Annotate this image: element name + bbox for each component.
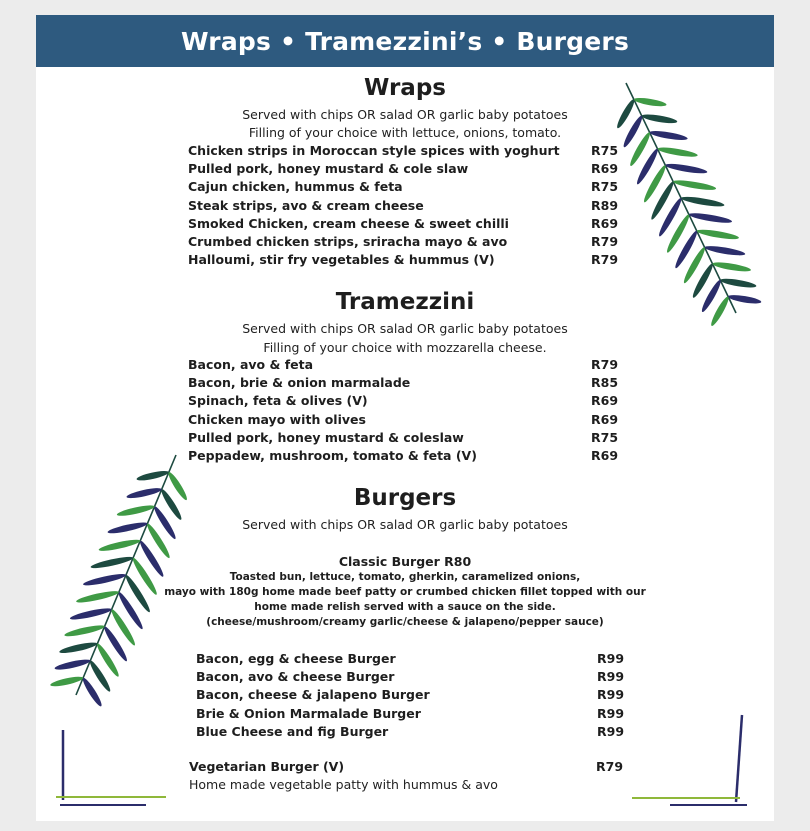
leaf-shape: [69, 606, 112, 621]
burgers-heading: Burgers: [353, 485, 457, 511]
leaf-shape: [680, 195, 724, 209]
leaf-shape: [75, 589, 119, 605]
item-name: Spinach, feta & olives (V): [188, 393, 368, 409]
item-price: R69: [591, 448, 619, 463]
menu-banner: [36, 15, 774, 67]
leaf-shape: [59, 640, 98, 655]
item-name: Peppadew, mushroom, tomato & feta (V): [188, 448, 477, 463]
item-name: Bacon, cheese & jalapeno Burger: [196, 687, 430, 703]
leaf-shape: [64, 623, 106, 638]
leaf-shape: [90, 555, 134, 571]
classic-desc-line: (cheese/mushroom/creamy garlic/cheese & jalapeno/pepper sauce): [206, 616, 604, 628]
item-price: R99: [597, 723, 625, 739]
leaf-shape: [649, 129, 688, 142]
item-price: R85: [591, 375, 619, 391]
item-price: R69: [591, 393, 619, 409]
corner-frame-left-icon: [56, 730, 166, 810]
olive-branch-icon: [56, 445, 186, 705]
item-name: Steak strips, avo & cream cheese: [188, 197, 424, 213]
tramezzini-heading: Tramezzini: [335, 289, 475, 315]
wraps-subtitle-1: Served with chips OR salad OR garlic baby potatoes: [242, 107, 568, 122]
leaf-shape: [673, 178, 717, 191]
item-price: R79: [591, 252, 619, 268]
banner-title: Wraps • Tramezzini’s • Burgers: [180, 26, 630, 56]
item-name: Bacon, avo & cheese Burger: [196, 669, 395, 685]
item-price: R99: [597, 687, 625, 703]
leaf-shape: [712, 261, 752, 274]
item-name: Pulled pork, honey mustard & cole slaw: [188, 161, 469, 177]
menu-page: [36, 15, 774, 821]
item-price: R75: [591, 179, 619, 195]
item-name: Blue Cheese and fig Burger: [196, 723, 389, 739]
leaf-shape: [641, 113, 678, 125]
item-name: Bacon, egg & cheese Burger: [196, 651, 396, 666]
item-name: Cajun chicken, hummus & feta: [188, 179, 403, 195]
leaf-shape: [704, 244, 746, 257]
item-name: Bacon, brie & onion marmalade: [188, 375, 411, 391]
leaf-shape: [665, 162, 708, 175]
leaf-shape: [688, 211, 732, 224]
item-price: R99: [597, 705, 625, 721]
tramezzini-subtitle-1: Served with chips OR salad OR garlic baby potatoes: [242, 321, 568, 336]
leaf-shape: [54, 658, 91, 672]
leaf-shape: [116, 503, 155, 518]
item-price: R89: [591, 197, 619, 213]
classic-burger-title: Classic Burger R80: [338, 554, 472, 569]
item-price: R79: [591, 234, 619, 249]
item-name: Halloumi, stir fry vegetables & hummus (V): [188, 252, 495, 268]
item-price: R75: [591, 143, 619, 158]
leaf-shape: [98, 538, 141, 553]
leaf-shape: [107, 520, 148, 535]
item-name: Brie & Onion Marmalade Burger: [196, 705, 421, 721]
item-price: R79: [596, 759, 624, 774]
item-name: Crumbed chicken strips, sriracha mayo & avo: [188, 234, 508, 249]
item-price: R69: [591, 215, 619, 231]
leaf-shape: [720, 277, 757, 289]
item-name: Smoked Chicken, cream cheese & sweet chilli: [188, 215, 509, 231]
olive-branch-icon: [616, 73, 746, 343]
item-price: R99: [597, 669, 625, 685]
leaf-shape: [126, 486, 163, 500]
leaf-shape: [657, 146, 698, 159]
item-price: R99: [597, 651, 625, 666]
leaf-shape: [633, 96, 667, 108]
item-price: R75: [591, 429, 619, 445]
item-price: R69: [591, 411, 619, 427]
vegetarian-burger-description: Home made vegetable patty with hummus & avo: [189, 777, 498, 792]
item-name: Bacon, avo & feta: [188, 357, 314, 372]
wraps-subtitle-2: Filling of your choice with lettuce, onions, tomato.: [248, 125, 562, 140]
leaf-shape: [50, 675, 84, 688]
item-name: Chicken mayo with olives: [188, 411, 366, 427]
item-name: Pulled pork, honey mustard & coleslaw: [188, 429, 464, 445]
item-price: R69: [591, 161, 619, 177]
classic-desc-line: home made relish served with a sauce on the side.: [254, 601, 556, 613]
leaf-shape: [136, 469, 170, 482]
item-price: R79: [591, 357, 619, 372]
item-name: Vegetarian Burger (V): [189, 759, 345, 774]
classic-desc-line: Toasted bun, lettuce, tomato, gherkin, caramelized onions,: [229, 571, 581, 583]
tramezzini-subtitle-2: Filling of your choice with mozzarella cheese.: [263, 340, 547, 355]
corner-frame-right-icon: [632, 715, 747, 810]
item-name: Chicken strips in Moroccan style spices with yoghurt: [188, 143, 560, 158]
wraps-heading: Wraps: [364, 75, 446, 101]
burgers-subtitle: Served with chips OR salad OR garlic baby potatoes: [242, 517, 568, 532]
leaf-shape: [696, 228, 739, 241]
classic-desc-line: mayo with 180g home made beef patty or crumbed chicken fillet topped with our: [164, 586, 646, 598]
leaf-shape: [82, 572, 126, 588]
